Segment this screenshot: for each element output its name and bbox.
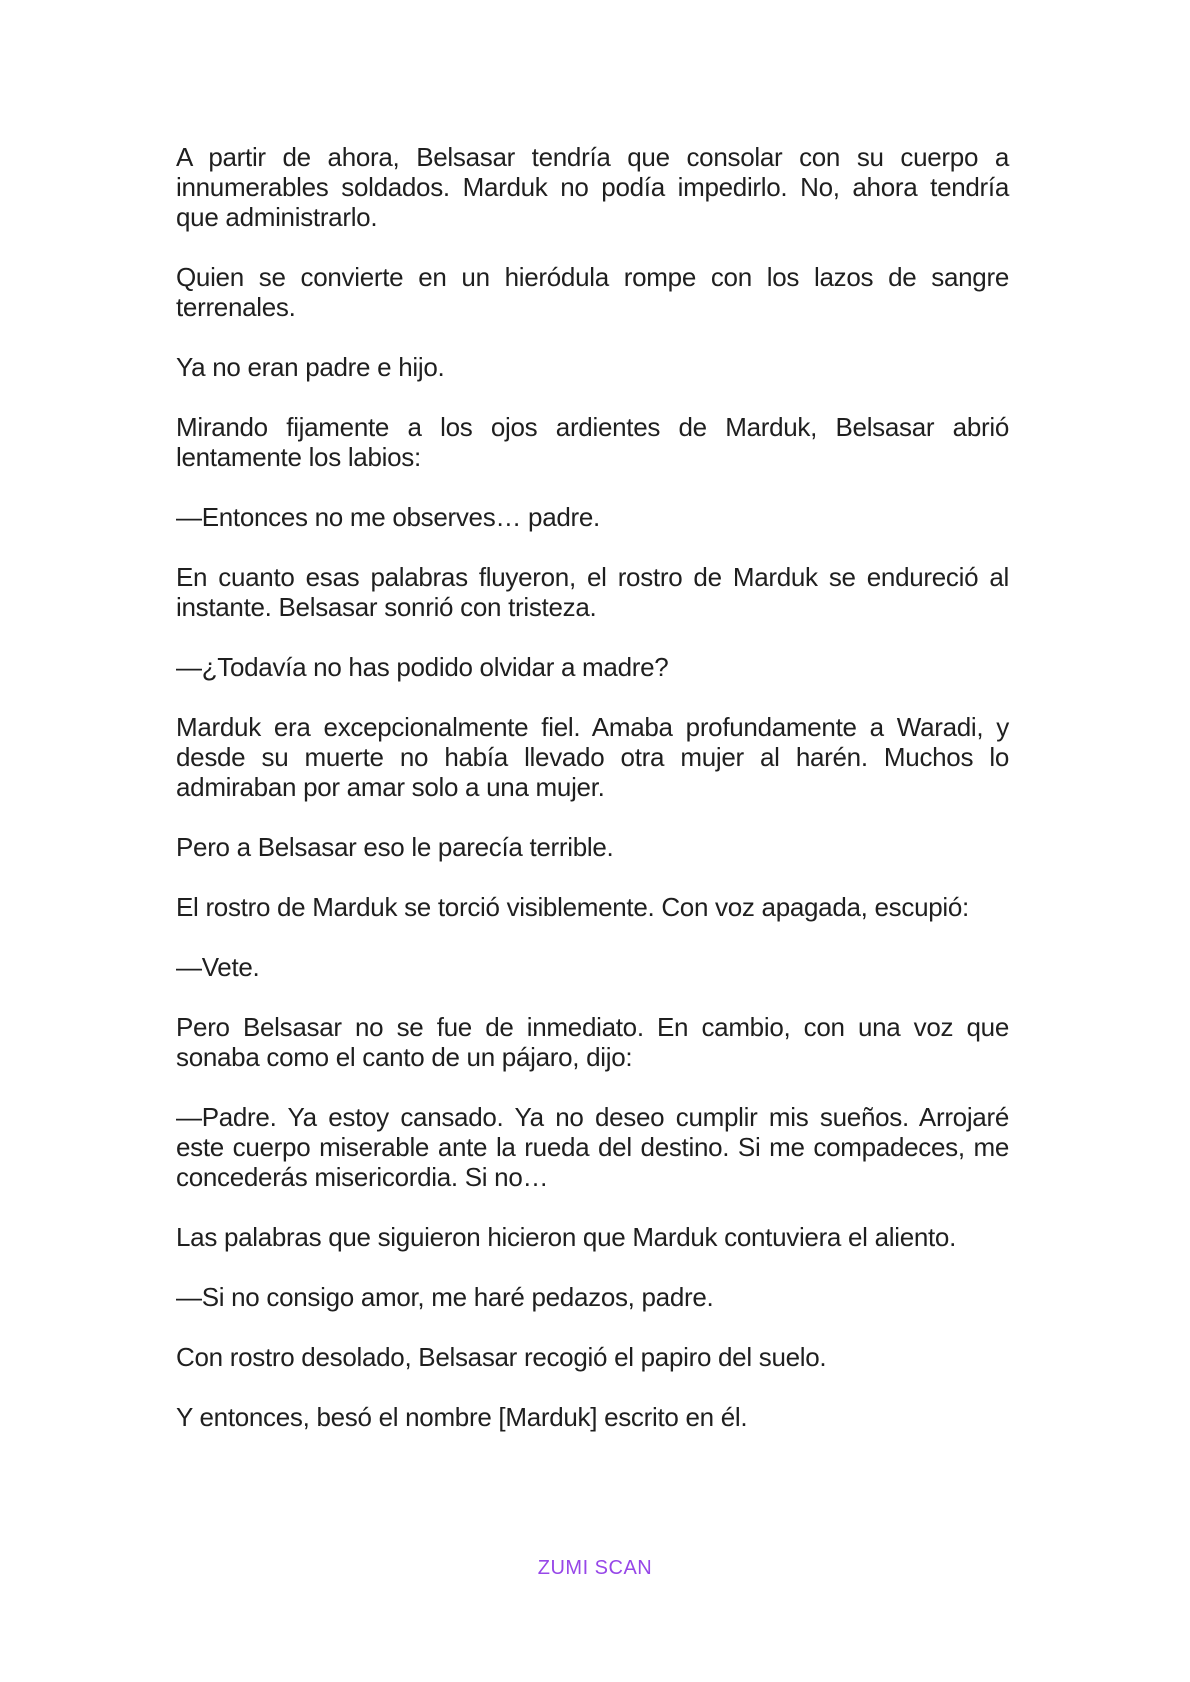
paragraph: A partir de ahora, Belsasar tendría que consolar con su cuerpo a innumerables soldados. Marduk no podía impedirlo. No, ahora tendría que administrarlo. xyxy=(176,142,1009,232)
paragraph: Mirando fijamente a los ojos ardientes de Marduk, Belsasar abrió lentamente los labios: xyxy=(176,412,1009,472)
paragraph: —Entonces no me observes… padre. xyxy=(176,502,600,532)
paragraph: —¿Todavía no has podido olvidar a madre? xyxy=(176,652,669,682)
scan-credit: ZUMI SCAN xyxy=(537,1557,653,1579)
paragraph: En cuanto esas palabras fluyeron, el rostro de Marduk se endureció al instante. Belsasar sonrió con tristeza. xyxy=(176,562,1009,622)
paragraph: —Si no consigo amor, me haré pedazos, padre. xyxy=(176,1282,714,1312)
paragraph: Marduk era excepcionalmente fiel. Amaba profundamente a Waradi, y desde su muerte no había llevado otra mujer al harén. Muchos lo admiraban por amar solo a una mujer. xyxy=(176,712,1009,802)
paragraph: —Vete. xyxy=(176,952,260,982)
paragraph: Las palabras que siguieron hicieron que Marduk contuviera el aliento. xyxy=(176,1222,957,1252)
paragraph: Ya no eran padre e hijo. xyxy=(176,352,445,382)
paragraph: Y entonces, besó el nombre [Marduk] escrito en él. xyxy=(176,1402,748,1432)
paragraph: El rostro de Marduk se torció visiblemente. Con voz apagada, escupió: xyxy=(176,892,969,922)
paragraph: Quien se convierte en un hieródula rompe con los lazos de sangre terrenales. xyxy=(176,262,1009,322)
story-text xyxy=(176,142,1009,1432)
paragraph: —Padre. Ya estoy cansado. Ya no deseo cumplir mis sueños. Arrojaré este cuerpo miserable ante la rueda del destino. Si me compadeces, me concederás misericordia. Si no… xyxy=(176,1102,1009,1192)
paragraph: Pero a Belsasar eso le parecía terrible. xyxy=(176,832,614,862)
paragraph: Con rostro desolado, Belsasar recogió el papiro del suelo. xyxy=(176,1342,827,1372)
paragraph: Pero Belsasar no se fue de inmediato. En cambio, con una voz que sonaba como el canto de un pájaro, dijo: xyxy=(176,1012,1009,1072)
